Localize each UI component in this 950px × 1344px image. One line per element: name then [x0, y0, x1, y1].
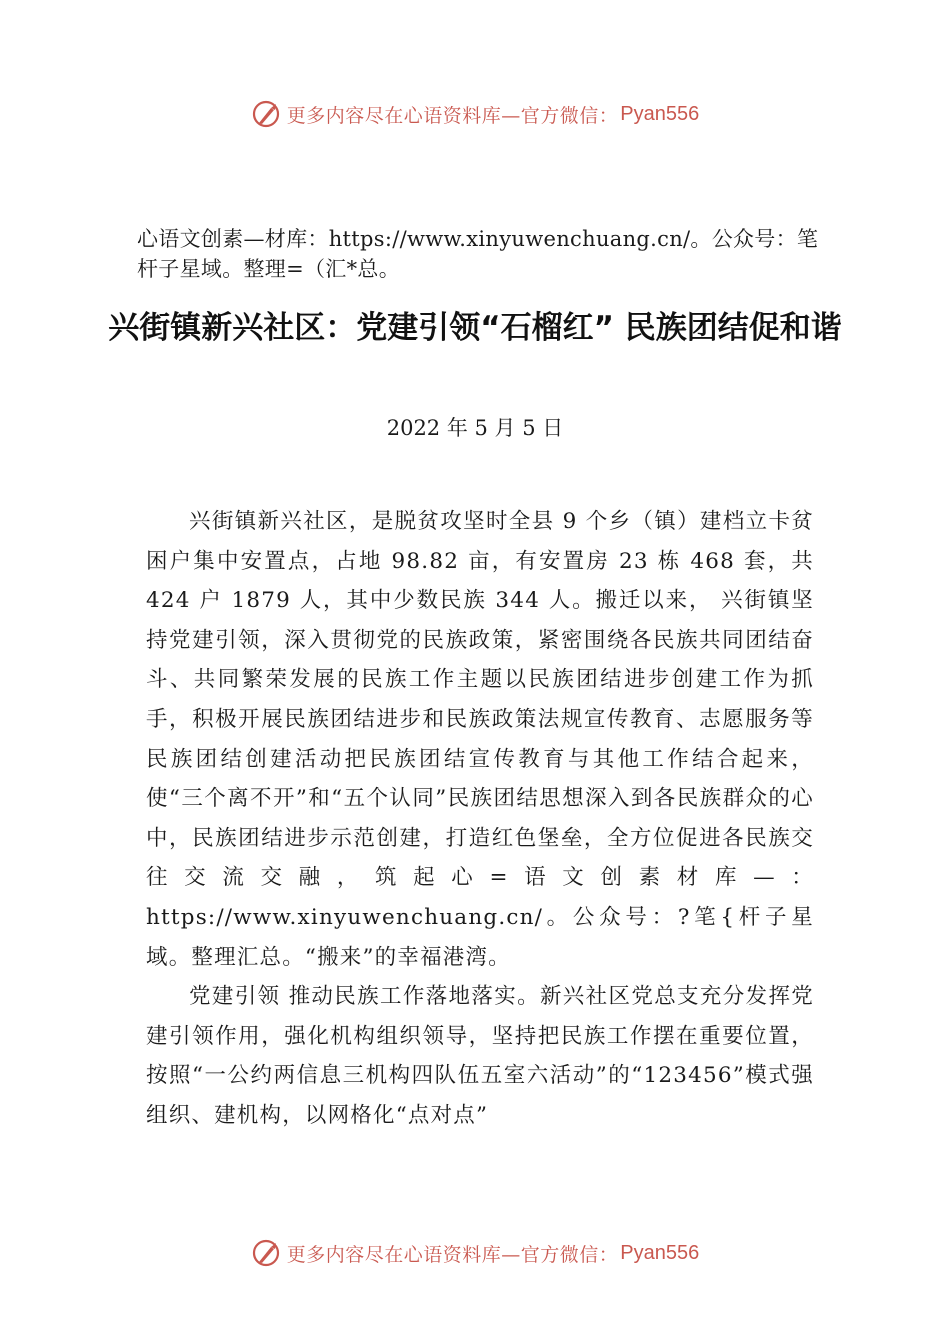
- watermark-id: Pyan556: [620, 1241, 700, 1264]
- quill-logo-icon: [251, 1238, 281, 1268]
- watermark-text: 更多内容尽在心语资料库—官方微信：: [286, 104, 619, 127]
- document-title: 兴街镇新兴社区：党建引领“石榴红” 民族团结促和谐: [108, 310, 842, 346]
- watermark-id: Pyan556: [620, 102, 700, 125]
- paragraph-1: 兴街镇新兴社区，是脱贫攻坚时全县 9 个乡（镇）建档立卡贫困户集中安置点，占地 98.82 亩，有安置房 23 栋 468 套，共 424 户 1879 人，其中少数民族 344 人。搬迁以来， 兴街镇坚持党建引领，深入贯彻党的民族政策，紧密围绕各民族共同团结奋斗、共同繁荣发展的民族工作主题以民族团结进步创建工作为抓手，积极开展民族团结进步和民族政策法规宣传教育、志愿服务等民族团结创建活动把民族团结宣传教育与其他工作结合起来，使“三个离不开”和“五个认同”民族团结思想深入到各民族群众的心中，民族团结进步示范创建，打造红色堡垒，全方位促进各民族交往交流交融，筑起心=语文创素材库—：https://www.xinyuwenchuang.cn/。公众号：?笔{杆子星域。整理汇总。“搬来”的幸福港湾。: [146, 509, 814, 970]
- preface-note: 心语文创素—材库：https://www.xinyuwenchuang.cn/。公众号：笔杆子星域。整理=（汇*总。: [137, 227, 819, 281]
- quill-logo-icon: [251, 99, 281, 129]
- watermark-text: 更多内容尽在心语资料库—官方微信：: [286, 1243, 619, 1266]
- footer-watermark: [0, 1233, 950, 1273]
- header-watermark: [0, 94, 950, 134]
- document-body: [146, 502, 814, 1136]
- document-date: 2022 年 5 月 5 日: [386, 416, 564, 440]
- paragraph-2: 党建引领 推动民族工作落地落实。新兴社区党总支充分发挥党建引领作用，强化机构组织领导，坚持把民族工作摆在重要位置，按照“一公约两信息三机构四队伍五室六活动”的“123456”模式强组织、建机构，以网格化“点对点”: [146, 984, 814, 1128]
